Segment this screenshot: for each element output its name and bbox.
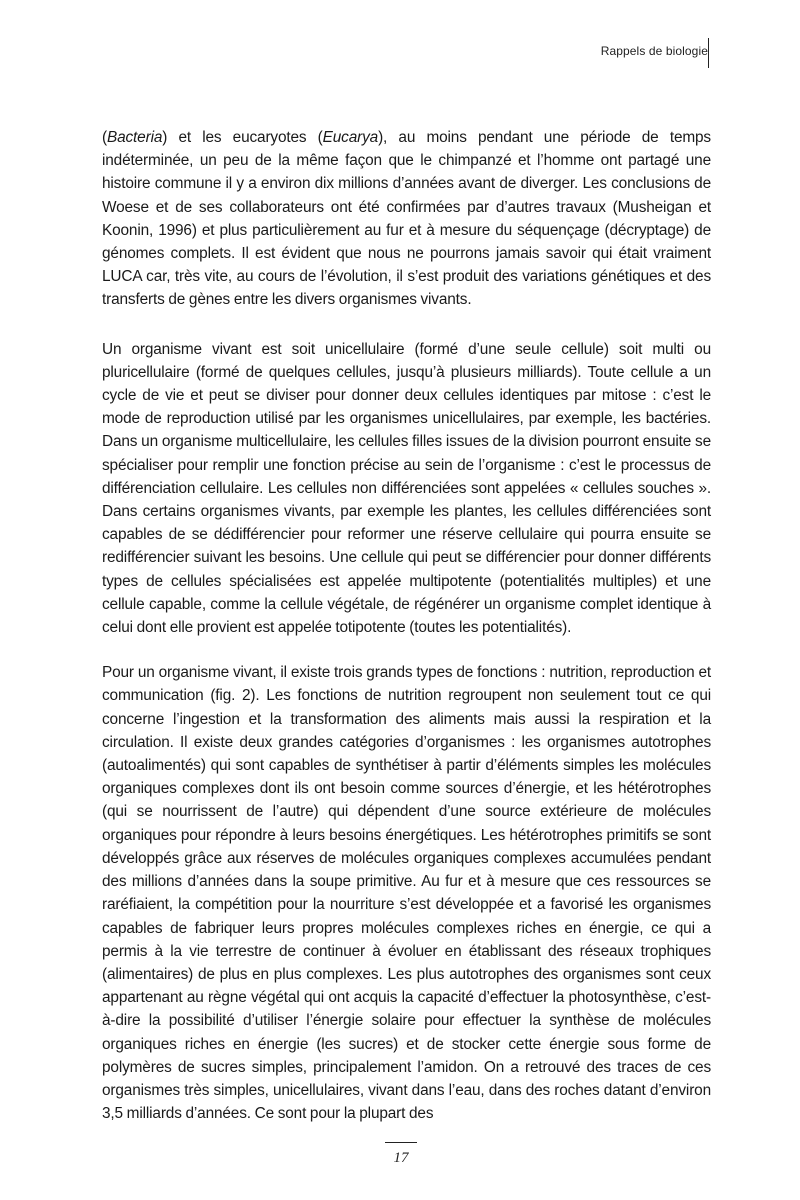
paragraph-2: Un organisme vivant est soit unicellulaire (formé d’une seule cellule) soit multi ou pluricellulaire (formé de quelques cellules, jusqu’à plusieurs milliards). Toute cellule a un cycle de vie et peut se diviser pour donner deux cellules identiques par mitose : c’est le mode de reproduction utilisé par les organismes unicellulaires, par exemple, les bactéries. Dans un organisme multicellulaire, les cellules filles issues de la division pourront ensuite se spécialiser pour remplir une fonction précise au sein de l’organisme : c’est le processus de différenciation cellulaire. Les cellules non différenciées sont appelées « cellules souches ». Dans certains organismes vivants, par exemple les plantes, les cellules différenciées sont capables de se dédifférencier pour reformer une réserve cellulaire qui pourra ensuite se redifférencier suivant les besoins. Une cellule qui peut se différencier pour donner différents types de cellules spécialisées est appelée multipotente (potentialités multiples) et une cellule capable, comme la cellule végétale, de régénérer un organisme complet identique à celui dont elle provient est appelée totipotente (toutes les potentialités). — [102, 340, 711, 637]
term-bacteria: Bacteria — [106, 129, 163, 146]
paragraph-1-rest: ), au moins pendant une période de temps indéterminée, un peu de la même façon que le chimpanzé et l’homme ont partagé une histoire commune il y a environ dix millions d’années avant de diverger. Les conclusions de Woese et de ses collaborateurs ont été confirmées par d’autres travaux (Musheigan et Koonin, 1996) et plus particulièrement au fur et à mesure du séquençage (décryptage) de génomes complets. Il est évident que nous ne pourrons jamais savoir qui était vraiment LUCA car, très vite, au cours de l’évolution, il s’est produit des variations génétiques et des transferts de gènes entre les divers organismes vivants. — [102, 129, 711, 309]
term-eucarya: Eucarya — [322, 129, 379, 146]
paragraph-1-mid: ) et les eucaryotes ( — [162, 129, 323, 146]
paragraph-1-open: ( — [102, 129, 107, 146]
body-text — [102, 126, 711, 1149]
page-number: 17 — [393, 1150, 409, 1166]
paragraph-1 — [102, 126, 711, 312]
folio-rule — [385, 1142, 417, 1143]
header-rule — [708, 38, 709, 68]
running-header: Rappels de biologie — [600, 44, 708, 58]
paragraph-3: Pour un organisme vivant, il existe trois grands types de fonctions : nutrition, reproduction et communication (fig. 2). Les fonctions de nutrition regroupent non seulement tout ce qui concerne l’ingestion et la transformation des aliments mais aussi la respiration et la circulation. Il existe deux grandes catégories d’organismes : les organismes autotrophes (autoalimentés) qui sont capables de synthétiser à partir d’éléments simples les molécules organiques complexes dont ils ont besoin comme sources d’énergie, et les hétérotrophes (qui se nourrissent de l’autre) qui dépendent d’une source extérieure de molécules organiques pour répondre à leurs besoins énergétiques. Les hétérotrophes primitifs se sont développés grâce aux réserves de molécules organiques complexes accumulées pendant des millions d’années dans la soupe primitive. Au fur et à mesure que ces ressources se raréfiaient, la compétition pour la nourriture s’est développée et a favorisé les organismes capables de fabriquer leurs propres molécules complexes riches en énergie, ce qui a permis à la vie terrestre de continuer à évoluer en établissant des réseaux trophiques (alimentaires) de plus en plus complexes. Les plus autotrophes des organismes sont ceux appartenant au règne végétal qui ont acquis la capacité d’effectuer la photosynthèse, c’est-à-dire la possibilité d’utiliser l’énergie solaire pour effectuer la synthèse de molécules organiques riches en énergie (les sucres) et de stocker cette énergie sous forme de polymères de sucres simples, principalement l’amidon. On a retrouvé des traces de ces organismes très simples, unicellulaires, vivant dans l’eau, dans des roches datant d’environ 3,5 milliards d’années. Ce sont pour la plupart des — [102, 664, 711, 1123]
